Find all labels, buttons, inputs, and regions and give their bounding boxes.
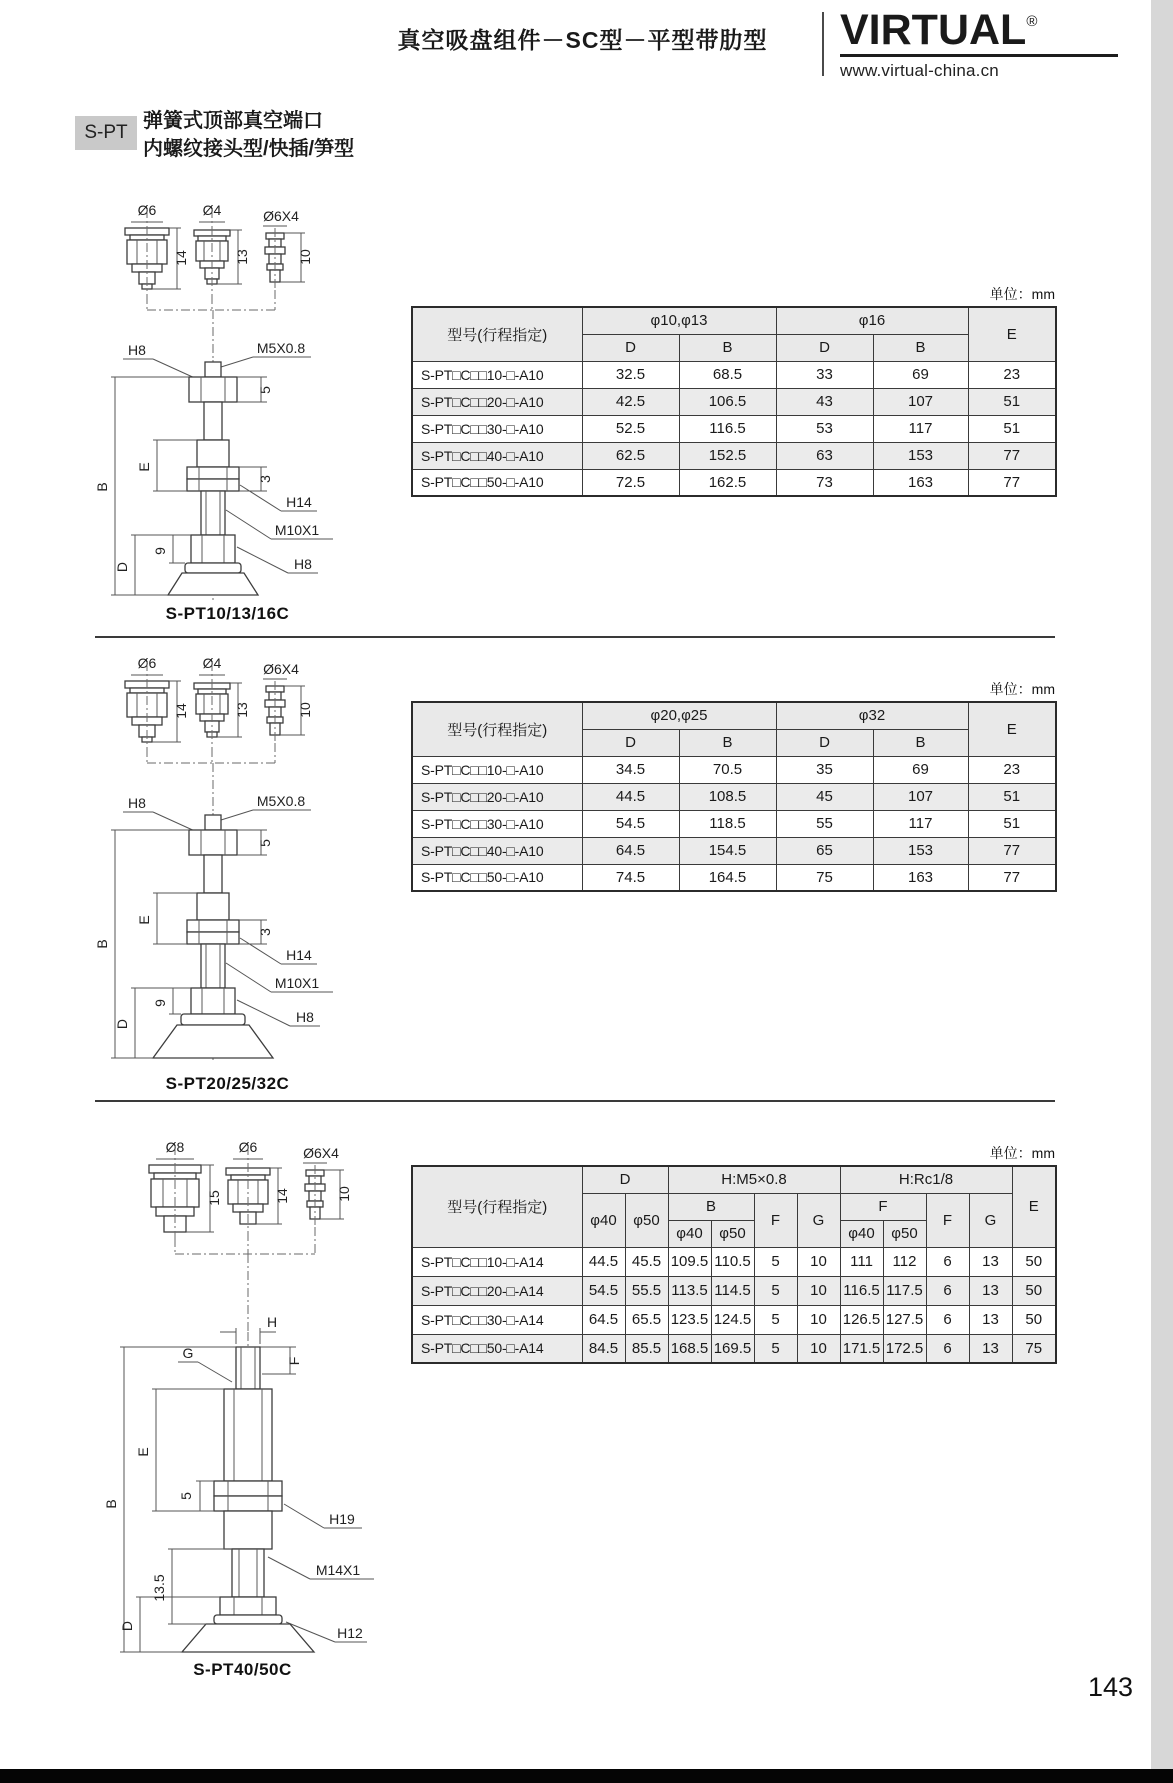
hex-size-label: H14 [286, 947, 312, 963]
locknut-height-label: 3 [257, 475, 273, 483]
centerline-connector [147, 290, 275, 360]
unit-note: 单位：mm [989, 681, 1055, 697]
value-cell: 50 [1012, 1276, 1056, 1305]
sub-header: D [582, 729, 679, 756]
dim-b-label: B [103, 1499, 119, 1509]
table-row [412, 783, 1056, 810]
fitting-height-label: 10 [297, 702, 313, 718]
value-cell: 73 [776, 469, 873, 496]
value-cell: 10 [797, 1276, 840, 1305]
page-edge-strip [1151, 0, 1173, 1769]
phi40-header: φ40 [668, 1220, 711, 1247]
fitting-height-label: 13 [234, 702, 250, 718]
hex-size-label: H19 [329, 1511, 355, 1527]
series-heading-line2: 内螺纹接头型/快插/笋型 [143, 138, 355, 160]
centerline-connector [147, 743, 275, 813]
value-cell: 126.5 [840, 1305, 883, 1334]
fitting-diameter-label: Ø8 [165, 1139, 185, 1155]
dim-d-label: D [119, 1620, 135, 1632]
thread-size-label: M5X0.8 [256, 340, 306, 356]
model-cell: S-PT□C□□20-□-A10 [412, 388, 582, 415]
sub-header: B [679, 729, 776, 756]
footer-bar [0, 1769, 1173, 1783]
value-cell: 77 [968, 864, 1056, 891]
value-cell: 64.5 [582, 837, 679, 864]
dim-e-label: E [135, 1447, 151, 1457]
diagram-caption: S-PT20/25/32C [165, 1074, 290, 1093]
value-cell: 42.5 [582, 388, 679, 415]
brand-website: www.virtual-china.cn [840, 61, 999, 81]
model-cell: S-PT□C□□50-□-A10 [412, 864, 582, 891]
value-cell: 116.5 [679, 415, 776, 442]
value-cell: 35 [776, 756, 873, 783]
page-title: 真空吸盘组件－SC型－平型带肋型 [397, 27, 768, 53]
value-cell: 5 [754, 1305, 797, 1334]
sub-header: D [776, 729, 873, 756]
model-cell: S-PT□C□□50-□-A10 [412, 469, 582, 496]
value-cell: 10 [797, 1305, 840, 1334]
value-cell: 45 [776, 783, 873, 810]
fitting-height-label: 15 [206, 1190, 222, 1206]
value-cell: 77 [968, 442, 1056, 469]
b-group-header: B [668, 1193, 754, 1220]
fitting-height-label: 14 [173, 703, 189, 719]
dim-d-label: D [114, 561, 130, 573]
value-cell: 85.5 [625, 1334, 668, 1363]
phi40-header: φ40 [840, 1220, 883, 1247]
dim-b-label: B [94, 939, 110, 949]
thread-size-label: M5X0.8 [256, 793, 306, 809]
nut-height-label: 5 [178, 1492, 194, 1500]
table-row [412, 1247, 1056, 1276]
value-cell: 162.5 [679, 469, 776, 496]
table-row [412, 388, 1056, 415]
sub-header: D [582, 334, 679, 361]
fitting-diameter-label: Ø6X4 [303, 1145, 339, 1161]
model-cell: S-PT□C□□30-□-A14 [412, 1305, 582, 1334]
value-cell: 55.5 [625, 1276, 668, 1305]
fitting-diameter-label: Ø6 [137, 655, 157, 671]
push-in-fitting-6 [125, 202, 189, 295]
brand-underline [840, 54, 1118, 57]
hex-size-label: H8 [294, 556, 312, 572]
push-in-fitting-6 [226, 1139, 290, 1232]
section-divider [95, 1100, 1055, 1102]
value-cell: 51 [968, 415, 1056, 442]
model-cell: S-PT□C□□20-□-A14 [412, 1276, 582, 1305]
model-column-header: 型号(行程指定) [412, 1166, 582, 1247]
value-cell: 70.5 [679, 756, 776, 783]
value-cell: 62.5 [582, 442, 679, 469]
rc-group-header: H:Rc1/8 [840, 1166, 1012, 1193]
value-cell: 51 [968, 388, 1056, 415]
fitting-height-label: 14 [274, 1188, 290, 1204]
value-cell: 50 [1012, 1305, 1056, 1334]
suction-cup-assembly [94, 340, 333, 600]
value-cell: 113.5 [668, 1276, 711, 1305]
value-cell: 63 [776, 442, 873, 469]
value-cell: 107 [873, 388, 968, 415]
f-column-header: F [926, 1193, 969, 1247]
table-row [412, 1305, 1056, 1334]
model-column-header: 型号(行程指定) [412, 702, 582, 756]
value-cell: 69 [873, 361, 968, 388]
table-row [412, 1276, 1056, 1305]
fitting-diameter-label: Ø4 [202, 202, 222, 218]
value-cell: 110.5 [711, 1247, 754, 1276]
phi50-header: φ50 [625, 1193, 668, 1247]
value-cell: 117.5 [883, 1276, 926, 1305]
value-cell: 44.5 [582, 783, 679, 810]
value-cell: 172.5 [883, 1334, 926, 1363]
fitting-diameter-label: Ø6 [238, 1139, 258, 1155]
table-row [412, 810, 1056, 837]
dim-13-5-label: 13.5 [151, 1574, 167, 1602]
value-cell: 65 [776, 837, 873, 864]
barb-fitting-6x4 [263, 208, 313, 290]
value-cell: 10 [797, 1334, 840, 1363]
value-cell: 44.5 [582, 1247, 625, 1276]
series-heading [143, 107, 354, 163]
push-in-fitting-8 [149, 1139, 222, 1238]
table-row [412, 469, 1056, 496]
value-cell: 117 [873, 415, 968, 442]
hex-size-label: H8 [128, 795, 146, 811]
series-badge: S-PT [75, 116, 137, 150]
suction-cup-assembly [94, 793, 333, 1063]
model-cell: S-PT□C□□40-□-A10 [412, 837, 582, 864]
locknut-height-label: 3 [257, 928, 273, 936]
value-cell: 108.5 [679, 783, 776, 810]
sub-header: B [679, 334, 776, 361]
value-cell: 53 [776, 415, 873, 442]
fitting-diameter-label: Ø4 [202, 655, 222, 671]
value-cell: 45.5 [625, 1247, 668, 1276]
value-cell: 77 [968, 469, 1056, 496]
value-cell: 164.5 [679, 864, 776, 891]
value-cell: 168.5 [668, 1334, 711, 1363]
value-cell: 169.5 [711, 1334, 754, 1363]
value-cell: 54.5 [582, 810, 679, 837]
value-cell: 13 [969, 1276, 1012, 1305]
diameter-group-header: φ32 [776, 702, 968, 729]
phi40-header: φ40 [582, 1193, 625, 1247]
fitting-diameter-label: Ø6X4 [263, 208, 299, 224]
phi50-header: φ50 [883, 1220, 926, 1247]
barb-fitting-6x4 [263, 661, 313, 743]
value-cell: 84.5 [582, 1334, 625, 1363]
value-cell: 123.5 [668, 1305, 711, 1334]
value-cell: 13 [969, 1334, 1012, 1363]
model-cell: S-PT□C□□50-□-A14 [412, 1334, 582, 1363]
diameter-group-header: φ20,φ25 [582, 702, 776, 729]
model-cell: S-PT□C□□30-□-A10 [412, 810, 582, 837]
value-cell: 106.5 [679, 388, 776, 415]
technical-drawing-spt40-50 [100, 1132, 410, 1657]
dim-e-label: E [136, 462, 152, 472]
nut-height-label: 5 [257, 839, 273, 847]
g-column-header: G [969, 1193, 1012, 1247]
value-cell: 65.5 [625, 1305, 668, 1334]
centerline-connector [175, 1227, 315, 1332]
value-cell: 116.5 [840, 1276, 883, 1305]
value-cell: 23 [968, 361, 1056, 388]
sub-header: D [776, 334, 873, 361]
value-cell: 171.5 [840, 1334, 883, 1363]
push-in-fitting-4 [194, 202, 250, 295]
spec-table-spt10-13-16 [411, 306, 1057, 497]
model-cell: S-PT□C□□10-□-A10 [412, 756, 582, 783]
dim-d-label: D [114, 1018, 130, 1030]
diagram-caption: S-PT10/13/16C [165, 604, 290, 623]
value-cell: 109.5 [668, 1247, 711, 1276]
value-cell: 75 [776, 864, 873, 891]
header-divider [822, 12, 824, 76]
model-cell: S-PT□C□□20-□-A10 [412, 783, 582, 810]
e-column-header: E [968, 307, 1056, 361]
value-cell: 13 [969, 1305, 1012, 1334]
thread-size-label: M14X1 [315, 1562, 361, 1578]
value-cell: 153 [873, 837, 968, 864]
thread-size-label: M10X1 [274, 975, 320, 991]
value-cell: 154.5 [679, 837, 776, 864]
value-cell: 64.5 [582, 1305, 625, 1334]
model-cell: S-PT□C□□30-□-A10 [412, 415, 582, 442]
dim-b-label: B [94, 482, 110, 492]
barb-fitting-6x4 [303, 1145, 352, 1227]
dim-h-label: H [266, 1314, 278, 1330]
value-cell: 6 [926, 1334, 969, 1363]
spec-table-spt40-50 [411, 1165, 1057, 1364]
value-cell: 52.5 [582, 415, 679, 442]
section-divider [95, 636, 1055, 638]
diameter-group-header: φ10,φ13 [582, 307, 776, 334]
value-cell: 13 [969, 1247, 1012, 1276]
value-cell: 69 [873, 756, 968, 783]
sub-header: B [873, 729, 968, 756]
registered-trademark-icon: ® [1026, 13, 1038, 30]
value-cell: 111 [840, 1247, 883, 1276]
table-row [412, 1334, 1056, 1363]
value-cell: 75 [1012, 1334, 1056, 1363]
unit-note: 单位：mm [989, 286, 1055, 302]
value-cell: 74.5 [582, 864, 679, 891]
value-cell: 10 [797, 1247, 840, 1276]
model-cell: S-PT□C□□10-□-A14 [412, 1247, 582, 1276]
fitting-height-label: 10 [336, 1186, 352, 1202]
technical-drawing-spt20-25-32 [85, 648, 385, 1068]
value-cell: 118.5 [679, 810, 776, 837]
value-cell: 152.5 [679, 442, 776, 469]
thread-size-label: M10X1 [274, 522, 320, 538]
push-in-fitting-4 [194, 655, 250, 748]
diameter-group-header: φ16 [776, 307, 968, 334]
diagram-caption: S-PT40/50C [193, 1660, 292, 1679]
hex-size-label: H8 [296, 1009, 314, 1025]
value-cell: 153 [873, 442, 968, 469]
value-cell: 32.5 [582, 361, 679, 388]
dim-9-label: 9 [152, 547, 168, 555]
hex-size-label: H12 [337, 1625, 363, 1641]
value-cell: 34.5 [582, 756, 679, 783]
value-cell: 114.5 [711, 1276, 754, 1305]
d-group-header: D [582, 1166, 668, 1193]
dim-9-label: 9 [152, 999, 168, 1007]
fitting-height-label: 14 [173, 250, 189, 266]
fitting-height-label: 13 [234, 249, 250, 265]
value-cell: 6 [926, 1276, 969, 1305]
value-cell: 117 [873, 810, 968, 837]
model-column-header: 型号(行程指定) [412, 307, 582, 361]
value-cell: 33 [776, 361, 873, 388]
value-cell: 5 [754, 1334, 797, 1363]
brand-logo: VIRTUAL [840, 6, 1027, 54]
dim-g-label: G [182, 1345, 194, 1361]
fitting-diameter-label: Ø6X4 [263, 661, 299, 677]
value-cell: 127.5 [883, 1305, 926, 1334]
value-cell: 163 [873, 864, 968, 891]
value-cell: 68.5 [679, 361, 776, 388]
value-cell: 51 [968, 810, 1056, 837]
dim-f-label: F [286, 1356, 302, 1366]
unit-note: 单位：mm [989, 1145, 1055, 1161]
dim-e-label: E [136, 915, 152, 925]
table-row [412, 756, 1056, 783]
table-row [412, 442, 1056, 469]
g-column-header: G [797, 1193, 840, 1247]
push-in-fitting-6 [125, 655, 189, 748]
value-cell: 163 [873, 469, 968, 496]
value-cell: 6 [926, 1305, 969, 1334]
hex-size-label: H8 [128, 342, 146, 358]
value-cell: 5 [754, 1247, 797, 1276]
model-cell: S-PT□C□□40-□-A10 [412, 442, 582, 469]
value-cell: 107 [873, 783, 968, 810]
value-cell: 50 [1012, 1247, 1056, 1276]
page-number: 143 [1088, 1672, 1134, 1702]
value-cell: 43 [776, 388, 873, 415]
table-row [412, 361, 1056, 388]
value-cell: 72.5 [582, 469, 679, 496]
value-cell: 6 [926, 1247, 969, 1276]
suction-cup-assembly [103, 1314, 374, 1654]
table-row [412, 837, 1056, 864]
sub-header: B [873, 334, 968, 361]
fitting-diameter-label: Ø6 [137, 202, 157, 218]
spec-table-spt20-25-32 [411, 701, 1057, 892]
value-cell: 5 [754, 1276, 797, 1305]
fitting-height-label: 10 [297, 249, 313, 265]
f-group-header: F [840, 1193, 926, 1220]
brand-block [840, 8, 1140, 81]
table-row [412, 415, 1056, 442]
value-cell: 54.5 [582, 1276, 625, 1305]
value-cell: 124.5 [711, 1305, 754, 1334]
technical-drawing-spt10-13-16 [85, 195, 385, 605]
hex-size-label: H14 [286, 494, 312, 510]
table-row [412, 864, 1056, 891]
f-column-header: F [754, 1193, 797, 1247]
value-cell: 23 [968, 756, 1056, 783]
m5-group-header: H:M5×0.8 [668, 1166, 840, 1193]
e-column-header: E [968, 702, 1056, 756]
value-cell: 77 [968, 837, 1056, 864]
series-heading-line1: 弹簧式顶部真空端口 [143, 110, 323, 132]
value-cell: 55 [776, 810, 873, 837]
e-column-header: E [1012, 1166, 1056, 1247]
value-cell: 112 [883, 1247, 926, 1276]
nut-height-label: 5 [257, 386, 273, 394]
phi50-header: φ50 [711, 1220, 754, 1247]
model-cell: S-PT□C□□10-□-A10 [412, 361, 582, 388]
value-cell: 51 [968, 783, 1056, 810]
